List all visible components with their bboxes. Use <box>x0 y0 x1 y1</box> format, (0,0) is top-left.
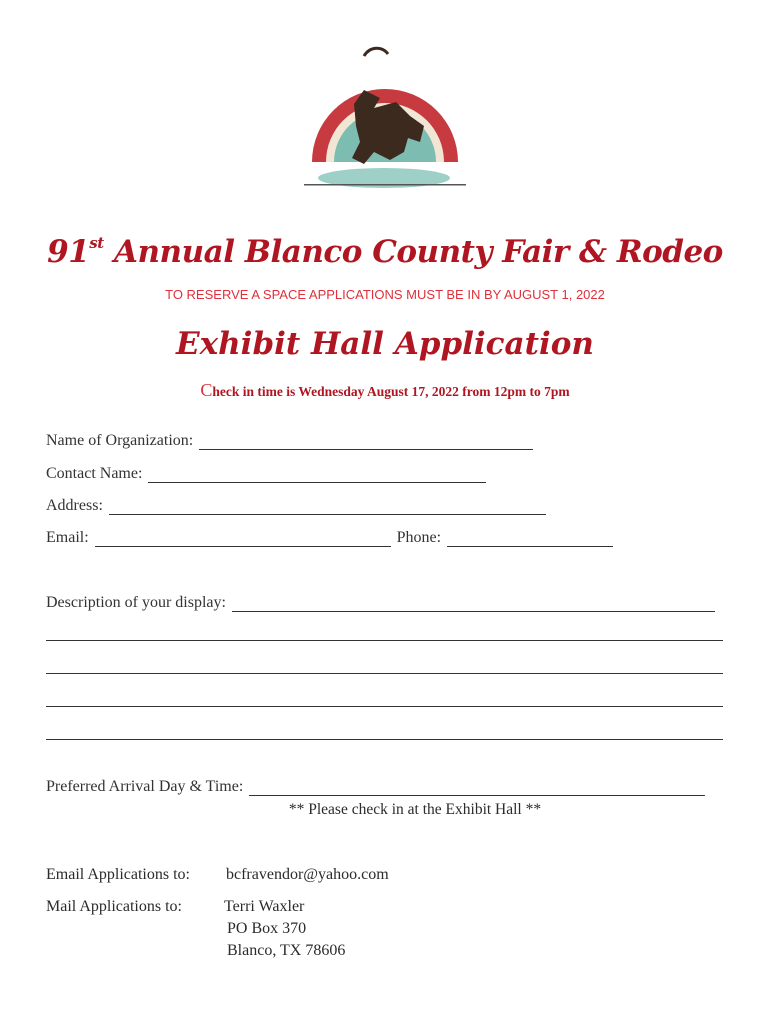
arrival-label: Preferred Arrival Day & Time: <box>46 778 244 795</box>
org-row <box>46 432 533 450</box>
title-ordinal: st <box>89 234 104 252</box>
description-line[interactable] <box>46 739 723 740</box>
arrival-row <box>46 778 705 796</box>
description-label: Description of your display: <box>46 594 226 611</box>
fair-logo <box>304 42 466 190</box>
email-input[interactable] <box>95 534 391 547</box>
phone-input[interactable] <box>447 534 613 547</box>
org-label: Name of Organization: <box>46 432 194 449</box>
arrival-note: ** Please check in at the Exhibit Hall ** <box>288 801 542 818</box>
address-row <box>46 497 546 515</box>
page-subtitle: Exhibit Hall Application <box>176 326 594 362</box>
email-row <box>46 529 613 547</box>
mail-po-box: PO Box 370 <box>227 920 307 937</box>
reserve-notice: TO RESERVE A SPACE APPLICATIONS MUST BE IN BY AUGUST 1, 2022 <box>165 287 605 302</box>
phone-label: Phone: <box>396 529 442 546</box>
email-label: Email: <box>46 529 89 546</box>
mail-name: Terri Waxler <box>224 898 305 915</box>
checkin-notice <box>0 380 770 401</box>
contact-input[interactable] <box>148 470 486 483</box>
title-text: Annual Blanco County Fair & Rodeo <box>103 234 723 270</box>
description-row <box>46 594 715 612</box>
checkin-initial: C <box>200 380 213 400</box>
description-input[interactable] <box>232 599 715 612</box>
mail-city: Blanco, TX 78606 <box>227 942 346 959</box>
org-input[interactable] <box>199 437 533 450</box>
checkin-text: heck in time is Wednesday August 17, 2022 from 12pm to 7pm <box>212 384 570 399</box>
email-apps-label: Email Applications to: <box>46 866 190 883</box>
logo-text: THRILLS EXCITEMENT FUN Let's Go! <box>304 64 466 74</box>
address-input[interactable] <box>109 502 546 515</box>
page-title <box>0 234 770 270</box>
contact-label: Contact Name: <box>46 465 143 482</box>
description-line[interactable] <box>46 640 723 641</box>
description-line[interactable] <box>46 706 723 707</box>
email-apps-address: bcfravendor@yahoo.com <box>226 866 389 883</box>
contact-row <box>46 465 486 483</box>
arrival-input[interactable] <box>249 783 705 796</box>
mail-apps-label: Mail Applications to: <box>46 898 182 915</box>
description-line[interactable] <box>46 673 723 674</box>
address-label: Address: <box>46 497 103 514</box>
title-number: 91 <box>47 234 90 270</box>
